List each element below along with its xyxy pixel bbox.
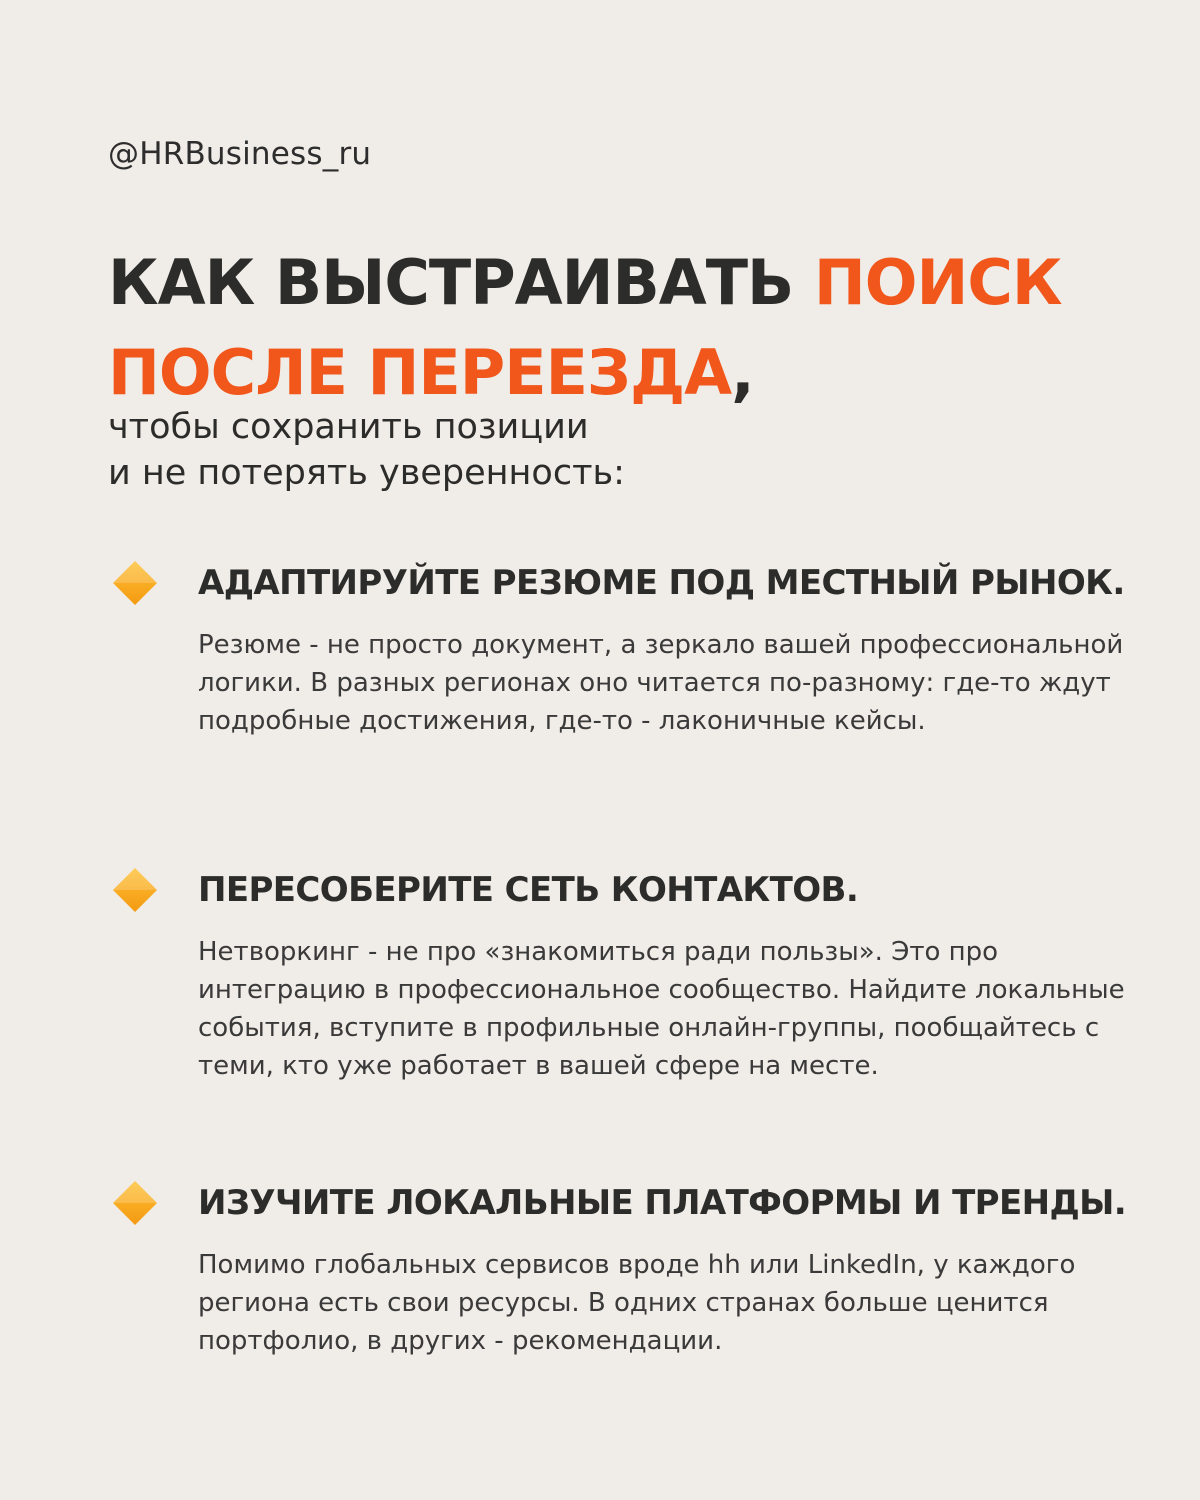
tip-body: Нетворкинг - не про «знакомиться ради пользы». Это про интеграцию в профессиональное сообщество. Найдите локальные события, вступите в профильные онлайн-группы, пообщайтесь с теми, кто уже работает в вашей сфере на месте.: [198, 937, 1125, 1081]
tip-heading: АДАПТИРУЙТЕ РЕЗЮМЕ ПОД МЕСТНЫЙ РЫНОК.: [198, 563, 1125, 603]
tip-heading: ПЕРЕСОБЕРИТЕ СЕТЬ КОНТАКТОВ.: [198, 870, 859, 910]
title-line1-accent: ПОИСК: [813, 246, 1062, 319]
tip-body: Резюме - не просто документ, а зеркало вашей профессиональной логики. В разных регионах оно читается по-разному: где-то ждут подробные достижения, где-то - лаконичные кейсы.: [198, 630, 1124, 736]
subtitle-line1: чтобы сохранить позиции: [108, 407, 589, 447]
tip-heading: ИЗУЧИТЕ ЛОКАЛЬНЫЕ ПЛАТФОРМЫ И ТРЕНДЫ.: [198, 1183, 1127, 1223]
title-line2-dark: ,: [731, 336, 754, 409]
account-handle: @HRBusiness_ru: [108, 136, 372, 172]
tip-body: Помимо глобальных сервисов вроде hh или LinkedIn, у каждого региона есть свои ресурсы. В одних странах больше ценится портфолио, в других - рекомендации.: [198, 1250, 1076, 1356]
orange-diamond-icon: [112, 560, 158, 606]
subtitle-line2: и не потерять уверенность:: [108, 453, 625, 493]
page-title: [108, 238, 1148, 418]
title-line1-dark: КАК ВЫСТРАИВАТЬ: [108, 246, 814, 319]
page-subtitle: [108, 404, 625, 496]
orange-diamond-icon: [112, 867, 158, 913]
title-line2-accent: ПОСЛЕ ПЕРЕЕЗДА: [108, 336, 732, 409]
orange-diamond-icon: [112, 1180, 158, 1226]
